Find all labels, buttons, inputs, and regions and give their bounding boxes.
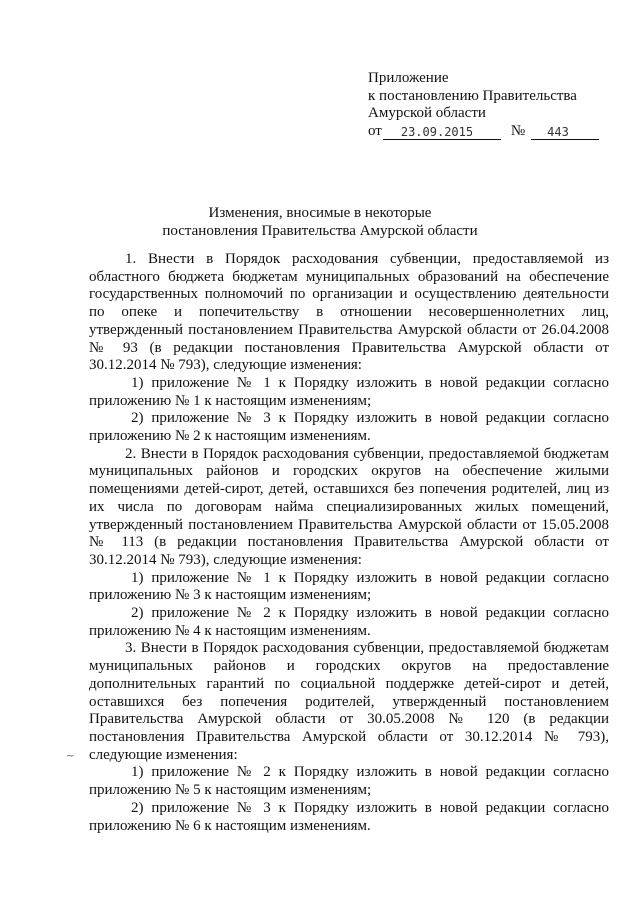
date-field: 23.09.2015 <box>383 125 501 140</box>
number-field: 443 <box>531 125 599 140</box>
title-line-2: постановления Правительства Амурской области <box>162 223 478 239</box>
paragraph-item-2-1: 1) приложение № 1 к Порядку изложить в новой редакции согласно приложению № 3 к настоящим изменениям; <box>89 569 609 604</box>
paragraph-item-2-2: 2) приложение № 2 к Порядку изложить в новой редакции согласно приложению № 4 к настоящим изменениям. <box>89 605 609 639</box>
paragraph-item-1: 1. Внести в Порядок расходования субвенции, предоставляемой из областного бюджета бюджетам муниципальных образований на обеспечение государственных полномочий по организации и осуществлению деятельности по опеке и попечительству в отношении несовершеннолетних лиц, утвержденный постановлением Правительства Амурской области от 26.04.2008 № 93 (в редакции постановления Правительства Амурской области от 30.12.2014 № 793), следующие изменения: <box>89 251 609 374</box>
header-line-region: Амурской области <box>368 105 486 121</box>
document-title <box>0 204 640 240</box>
paragraph-item-1-2: 2) приложение № 3 к Порядку изложить в новой редакции согласно приложению № 2 к настоящим изменениям. <box>89 410 609 445</box>
title-line-1: Изменения, вносимые в некоторые <box>208 205 432 221</box>
paragraph-item-1-1: 1) приложение № 1 к Порядку изложить в новой редакции согласно приложению № 1 к настоящим изменениям; <box>89 374 609 409</box>
document-body <box>89 251 609 835</box>
paragraph-item-2: 2. Внести в Порядок расходования субвенции, предоставляемой бюджетам муниципальных районов и городских округов на обеспечение жилыми помещениями детей-сирот, детей, оставшихся без попечения родителей, лиц из их числа по договорам найма специализированных жилых помещений, утвержденный постановлением Правительства Амурской области от 15.05.2008 № 113 (в редакции постановления Правительства Амурской области от 30.12.2014 № 793), следующие изменения: <box>89 445 609 568</box>
date-prefix: от <box>368 122 382 139</box>
paragraph-item-3-1: 1) приложение № 2 к Порядку изложить в новой редакции согласно приложению № 5 к настоящим изменениям; <box>89 764 609 799</box>
number-sign: № <box>510 122 526 139</box>
appendix-header <box>368 70 599 140</box>
paragraph-item-3-2: 2) приложение № 3 к Порядку изложить в новой редакции согласно приложению № 6 к настоящим изменениям. <box>89 799 609 834</box>
paragraph-item-3: 3. Внести в Порядок расходования субвенции, предоставляемой бюджетам муниципальных районов и городских округов на предоставление дополнительных гарантий по социальной поддержке детей-сирот и детей, оставшихся без попечения родителей, утвержденный постановлением Правительства Амурской области от 30.05.2008 № 120 (в редакции постановления Правительства Амурской области от 30.12.2014 № 793), следующие изменения: <box>89 640 609 763</box>
header-line-appendix: Приложение <box>368 70 449 86</box>
registration-line <box>368 123 599 141</box>
margin-mark: ~ <box>66 751 75 762</box>
header-line-resolution: к постановлению Правительства <box>368 87 577 104</box>
